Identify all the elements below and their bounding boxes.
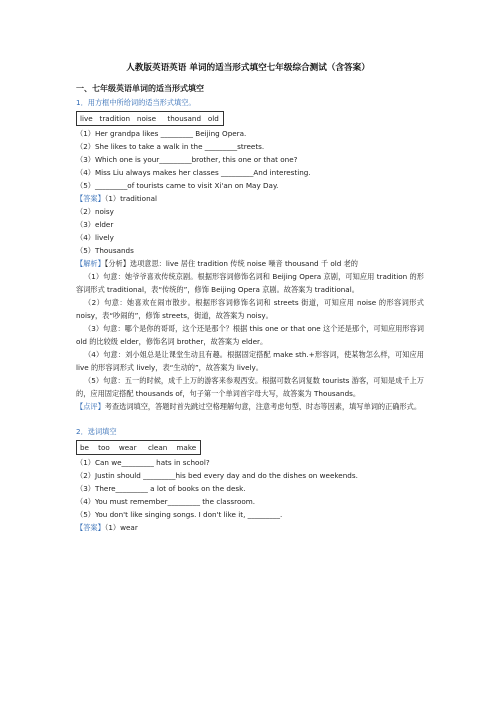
question-1-item-3: （3）Which one is your_________brother, this one or that one?: [76, 155, 298, 164]
question-2-item-1: （1）Can we_________ hats in school?: [76, 458, 210, 467]
explanation-1: （1）句意：她爷爷喜欢传统京剧。根据形容词修饰名词和 Beijing Opera 京剧，可知应用 tradition 的形容词形式 traditional，表“传统的”，修饰 Beijing Opera 京剧。故答案为 traditional。: [76, 272, 424, 294]
question-2-word-box: be too wear clean make: [76, 440, 201, 455]
analysis-text: 【分析】选项意思：live 居住 tradition 传统 noise 噪音 thousand 千 old 老的: [104, 259, 358, 268]
comment: [76, 400, 424, 413]
answer-4: （4）lively: [76, 233, 114, 242]
question-2-item-4: （4）You must remember_________ the classroom.: [76, 497, 256, 506]
question-1-word-box: live tradition noise thousand old: [76, 111, 224, 126]
explanation-4: （4）句意：刘小姐总是让课堂生动且有趣。根据固定搭配 make sth.+形容词，使某物怎么样，可知应用 live 的形容词形式 lively，表“生动的”，故答案为 lively。: [76, 350, 424, 372]
answer-tag: 【答案】: [76, 194, 105, 203]
question-2-item-5: （5）You don't like singing songs. I don't like it, _________.: [76, 510, 283, 519]
comment-tag: 【点评】: [76, 402, 105, 411]
answer-1: （1）traditional: [104, 194, 158, 203]
question-1-title: 1．用方框中所给词的适当形式填空。: [76, 98, 196, 107]
answer-5: （5）Thousands: [76, 246, 134, 255]
question-2-item-3: （3）There_________ a lot of books on the desk.: [76, 484, 246, 493]
explanation-2: （2）句意：她喜欢在闹市散步。根据形容词修饰名词和 streets 街道，可知应用 noise 的形容词形式 noisy，表“吵闹的”，修饰 streets，街道，故答案为 noisy。: [76, 298, 424, 320]
section-heading: 一、七年级英语单词的适当形式填空: [76, 84, 204, 93]
question-1-item-1: （1）Her grandpa likes _________ Beijing Opera.: [76, 129, 247, 138]
question-2-title: 2．选词填空: [76, 427, 117, 436]
explanation-3: （3）句意：哪个是你的哥哥，这个还是那个？根据 this one or that one 这个还是那个，可知应用形容词 old 的比较级 elder，修饰名词 brother，故答案为 elder。: [76, 324, 424, 346]
answer-2: （2）noisy: [76, 207, 114, 216]
question-1-answer: [76, 192, 424, 205]
answer-3: （3）elder: [76, 220, 114, 229]
answer-tag: 【答案】: [76, 523, 105, 532]
explanation-5: （5）句意：五一的时候，成千上万的游客来参观西安。根据可数名词复数 tourists 游客，可知是成千上万的，应用固定搭配 thousands of，句子第一个单词首字母大写，故答案为 Thousands。: [76, 376, 424, 398]
question-1-item-4: （4）Miss Liu always makes her classes _________And interesting.: [76, 168, 311, 177]
comment-text: 考查选词填空，答题时首先跳过空格理解句意，注意考虑句型、时态等因素，填写单词的正确形式。: [104, 402, 422, 411]
document-body: [76, 82, 424, 534]
spacer: [76, 413, 424, 425]
analysis-intro: [76, 257, 424, 270]
document-title: 人教版英语英语 单词的适当形式填空七年级综合测试（含答案）: [126, 63, 370, 73]
answer-1: （1）wear: [104, 523, 138, 532]
question-1-item-5: （5）_________of tourists came to visit Xi'an on May Day.: [76, 181, 279, 190]
question-1-item-2: （2）She likes to take a walk in the _________streets.: [76, 142, 265, 151]
question-2-answer: [76, 521, 424, 534]
question-2-item-2: （2）Justin should _________his bed every day and do the dishes on weekends.: [76, 471, 358, 480]
analysis-tag: 【解析】: [76, 259, 105, 268]
